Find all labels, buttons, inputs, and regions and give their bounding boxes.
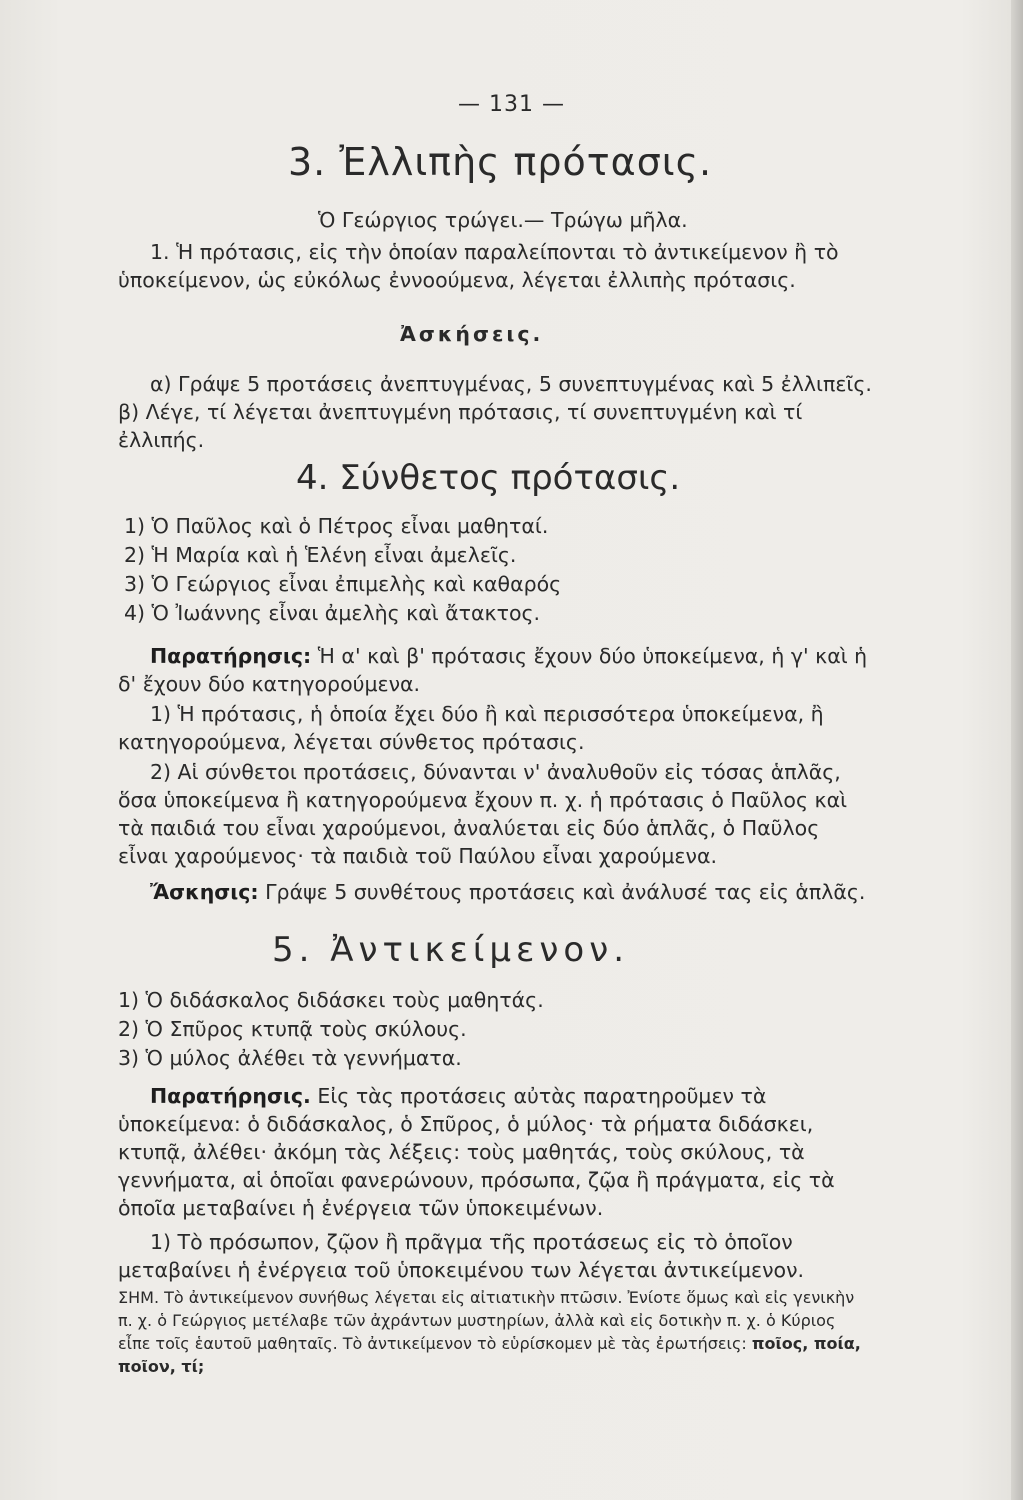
section5-example-3: 3) Ὁ μύλος ἀλέθει τὰ γεννήματα. [118, 1046, 462, 1070]
section4-example-4: 4) Ὁ Ἰωάννης εἶναι ἀμελὴς καὶ ἄτακτος. [124, 601, 541, 625]
section5-note [118, 1082, 874, 1222]
section4-exercise-label: Ἄσκησις: [150, 880, 259, 904]
section4-example-3: 3) Ὁ Γεώργιος εἶναι ἐπιμελὴς καὶ καθαρός [124, 572, 562, 596]
section3-example: Ὁ Γεώργιος τρώγει.— Τρώγω μῆλα. [318, 208, 688, 232]
section4-example-1: 1) Ὁ Παῦλος καὶ ὁ Πέτρος εἶναι μαθηταί. [124, 514, 549, 538]
section5-note-text: Εἰς τὰς προτάσεις αὐτὰς παρατηροῦμεν τὰ ὑποκείμενα: ὁ διδάσκαλος, ὁ Σπῦρος, ὁ μύλος· τὰ ρήματα διδάσκει, κτυπᾷ, ἀλέθει· ἀκόμη τὰς λέξεις: τοὺς μαθητάς, τοὺς σκύλους, τὰ γεννήματα, αἱ ὁποῖαι φανερώνουν, πρόσωπα, ζῷα ἢ πράγματα, εἰς τὰ ὁποῖα μεταβαίνει ἡ ἐνέργεια τῶν ὑποκειμένων. [118, 1084, 835, 1220]
page-number: — 131 — [458, 92, 565, 117]
section5-note-label: Παρατήρησις. [150, 1084, 311, 1108]
section5-footnote-questions: ποῖος, ποία, ποῖον, τί; [118, 1334, 861, 1376]
section3-exercises-heading: Ἀσκήσεις. [400, 322, 544, 346]
section4-exercise-text: Γράψε 5 συνθέτους προτάσεις καὶ ἀνάλυσέ τας εἰς ἁπλᾶς. [265, 880, 866, 904]
section3-title: 3. Ἐλλιπὴς πρότασις. [288, 140, 713, 184]
section4-exercise [118, 878, 874, 906]
section5-title: 5. Ἀντικείμενον. [272, 930, 629, 970]
section4-note [118, 642, 874, 698]
section3-exercises: α) Γράψε 5 προτάσεις ἀνεπτυγμένας, 5 συνεπτυγμένας καὶ 5 ἐλλιπεῖς. β) Λέγε, τί λέγεται ἀνεπτυγμένη πρότασις, τί συνεπτυγμένη καὶ τί ἐλλιπής. [118, 372, 872, 452]
section5-example-2: 2) Ὁ Σπῦρος κτυπᾷ τοὺς σκύλους. [118, 1017, 467, 1041]
section3-rule: 1. Ἡ πρότασις, εἰς τὴν ὁποίαν παραλείπονται τὸ ἀντικείμενον ἢ τὸ ὑποκείμενον, ὡς εὐκόλως ἐννοούμενα, λέγεται ἐλλιπὴς πρότασις. [118, 240, 839, 292]
section5-example-1: 1) Ὁ διδάσκαλος διδάσκει τοὺς μαθητάς. [118, 988, 544, 1012]
section4-note-text: Ἡ α' καὶ β' πρότασις ἔχουν δύο ὑποκείμενα, ἡ γ' καὶ ἡ δ' ἔχουν δύο κατηγορούμενα. [118, 644, 868, 696]
section4-title: 4. Σύνθετος πρότασις. [296, 458, 681, 498]
section5-footnote [118, 1286, 868, 1378]
page-edge [1011, 0, 1023, 1500]
section4-rule-1: 1) Ἡ πρότασις, ἡ ὁποία ἔχει δύο ἢ καὶ περισσότερα ὑποκείμενα, ἢ κατηγορούμενα, λέγεται σύνθετος πρότασις. [118, 702, 824, 754]
section4-rule-2: 2) Αἱ σύνθετοι προτάσεις, δύνανται ν' ἀναλυθοῦν εἰς τόσας ἁπλᾶς, ὅσα ὑποκείμενα ἢ κατηγορούμενα ἔχουν π. χ. ἡ πρότασις ὁ Παῦλος καὶ τὰ παιδιά του εἶναι χαρούμενοι, ἀναλύεται εἰς δύο ἁπλᾶς, ὁ Παῦλος εἶναι χαρούμενος· τὰ παιδιὰ τοῦ Παύλου εἶναι χαρούμενα. [118, 760, 848, 868]
section4-note-label: Παρατήρησις: [150, 644, 312, 668]
section4-example-2: 2) Ἡ Μαρία καὶ ἡ Ἑλένη εἶναι ἀμελεῖς. [124, 543, 517, 567]
section5-rule-1: 1) Τὸ πρόσωπον, ζῷον ἢ πρᾶγμα τῆς προτάσεως εἰς τὸ ὁποῖον μεταβαίνει ἡ ἐνέργεια τοῦ ὑποκειμένου των λέγεται ἀντικείμενον. [118, 1230, 805, 1282]
section5-footnote-text: ΣΗΜ. Τὸ ἀντικείμενον συνήθως λέγεται εἰς αἰτιατικὴν πτῶσιν. Ἐνίοτε ὅμως καὶ εἰς γενικὴν π. χ. ὁ Γεώργιος μετέλαβε τῶν ἀχράντων μυστηρίων, ἀλλὰ καὶ εἰς δοτικὴν π. χ. ὁ Κύριος εἶπε τοῖς ἑαυτοῦ μαθηταῖς. Τὸ ἀντικείμενον τὸ εὑρίσκομεν μὲ τὰς ἐρωτήσεις: [118, 1288, 855, 1353]
